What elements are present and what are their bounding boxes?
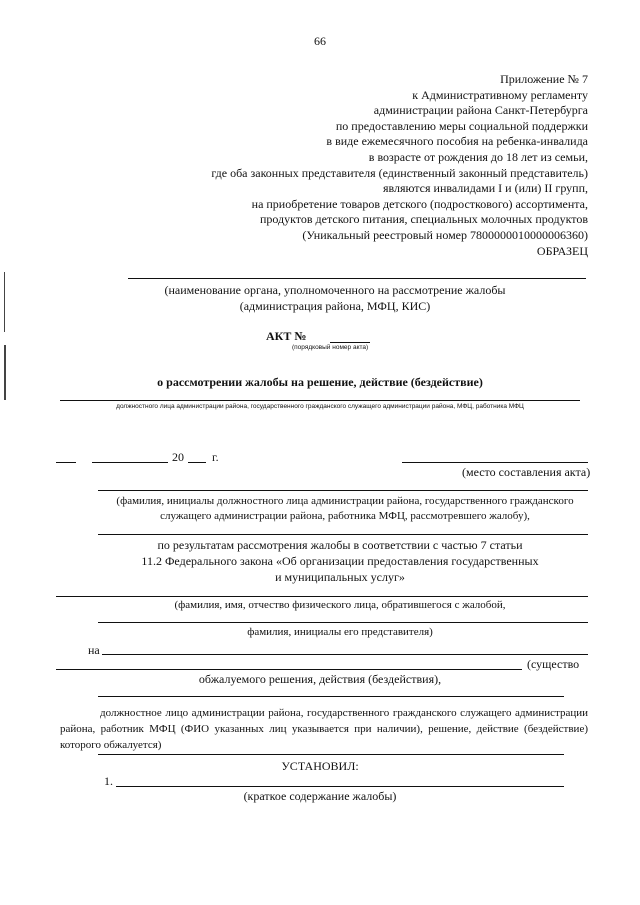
law-top-line [98,534,588,535]
act-number-caption: (порядковый номер акта) [292,344,369,351]
applicant-caption-2: фамилия, инициалы его представителя) [247,626,433,638]
reviewer-line [98,490,588,491]
day-line [56,462,76,463]
summary-caption: (краткое содержание жалобы) [243,789,397,803]
month-line [92,462,168,463]
act-number-line [330,342,370,343]
official-text-line [98,696,564,697]
essence-label: (существо [527,657,580,671]
act-label: АКТ № [266,329,307,343]
sample-label: ОБРАЗЕЦ [536,243,588,258]
applicant-caption-1: (фамилия, имя, отчество физического лица, обратившегося с жалобой, [174,599,506,611]
reviewer-caption: (фамилия, инициалы должностного лица администрации района, государственного гражданского служащего администрации района, работника МФЦ, рассмотревшего жалобу), [116,495,574,522]
established-top-line [98,754,564,755]
page-number: 66 [314,34,326,48]
established-heading: УСТАНОВИЛ: [281,759,359,773]
appendix-line: в виде ежемесячного пособия на ребенка-инвалида [326,134,588,149]
appendix-line: по предоставлению меры социальной поддержки [335,118,588,133]
appendix-line: являются инвалидами I и (или) II групп, [382,181,588,196]
applicant-line [56,596,588,597]
appendix-line: администрации района Санкт-Петербурга [373,103,588,118]
on-line [102,654,588,655]
appendix-line: на приобретение товаров детского (подросткового) ассортимента, [251,196,588,211]
appendix-line: продуктов детского питания, специальных молочных продуктов [259,212,588,227]
summary-line [116,786,564,787]
appendix-header [128,72,588,259]
appendix-line: Приложение № 7 [500,72,588,86]
official-text: должностное лицо администрации района, государственного гражданского служащего администрации района, работник МФЦ (ФИО указанных лиц указывается при наличии), решение, действие (бездействие) которого обжалуется) [60,707,588,751]
year-line [188,462,206,463]
act-title: о рассмотрении жалобы на решение, действие (бездействие) [157,375,483,389]
organ-line [128,278,586,279]
appendix-line: (Уникальный реестровый номер 7800000010000006360) [302,227,588,242]
margin-mark [4,272,5,332]
official-line [60,400,580,401]
official-caption: должностного лица администрации района, государственного гражданского служащего администрации района, МФЦ, работника МФЦ [116,403,524,410]
appendix-line: к Административному регламенту [412,87,588,102]
item-number: 1. [104,774,113,788]
decision-caption: обжалуемого решения, действия (бездействия), [198,672,442,686]
year-suffix: г. [212,450,219,464]
year-prefix: 20 [172,450,184,464]
margin-mark [4,345,6,400]
place-caption: (место составления акта) [462,465,591,479]
organ-caption: (наименование органа, уполномоченного на рассмотрение жалобы (администрация района, МФЦ, КИС) [164,283,506,313]
applicant-line-2 [98,622,588,623]
place-line [402,462,588,463]
essence-line [56,669,522,670]
on-label: на [88,643,100,657]
appendix-line: в возрасте от рождения до 18 лет из семьи, [368,149,588,164]
appendix-line: где оба законных представителя (единственный законный представитель) [211,165,588,180]
law-text: по результатам рассмотрения жалобы в соответствии с частью 7 статьи 11.2 Федерального закона «Об организации предоставления государственных и муниципальных услуг» [141,538,539,584]
